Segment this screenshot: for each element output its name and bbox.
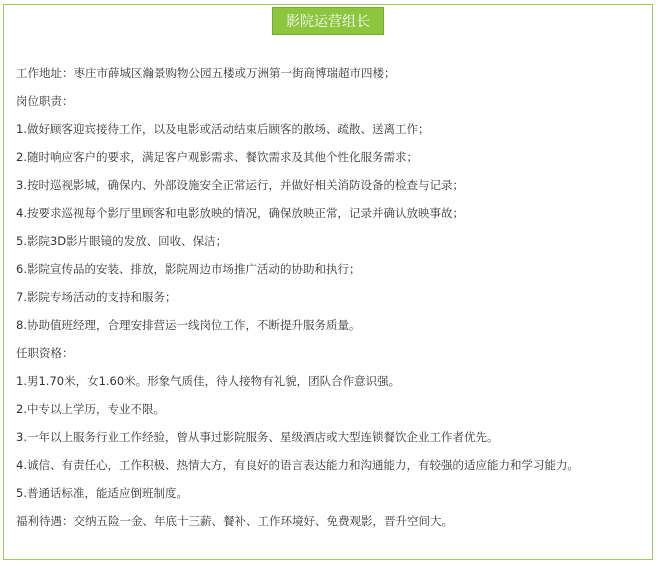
responsibility-item: 4.按要求巡视每个影厅里顾客和电影放映的情况，确保放映正常，记录并确认放映事故； [16, 206, 464, 220]
responsibility-item: 6.影院宣传品的安装、排放，影院周边市场推广活动的协助和执行； [16, 262, 361, 276]
qualification-item: 3.一年以上服务行业工作经验，曾从事过影院服务、星级酒店或大型连锁餐饮企业工作者优先。 [16, 430, 499, 444]
responsibility-item: 5.影院3D影片眼镜的发放、回收、保洁； [16, 234, 228, 248]
job-title-badge: 影院运营组长 [272, 7, 384, 35]
qualification-item: 4.诚信、有责任心，工作积极、热情大方，有良好的语言表达能力和沟通能力，有较强的适应能力和学习能力。 [16, 458, 579, 472]
qualification-item: 5.普通话标准，能适应倒班制度。 [16, 486, 188, 500]
qualifications-heading: 任职资格： [16, 346, 74, 360]
work-address-line: 工作地址：枣庄市薛城区瀚景购物公园五楼或万洲第一街商博瑞超市四楼； [16, 66, 396, 80]
responsibility-item: 3.按时巡视影城，确保内、外部设施安全正常运行，并做好相关消防设备的检查与记录； [16, 178, 464, 192]
responsibilities-heading: 岗位职责： [16, 94, 74, 108]
responsibility-item: 1.做好顾客迎宾接待工作，以及电影或活动结束后顾客的散场、疏散、送离工作； [16, 122, 430, 136]
job-description [16, 66, 646, 542]
qualification-item: 2.中专以上学历，专业不限。 [16, 402, 165, 416]
responsibility-item: 8.协助值班经理，合理安排营运一线岗位工作，不断提升服务质量。 [16, 318, 361, 332]
qualification-item: 1.男1.70米，女1.60米。形象气质佳，待人接物有礼貌，团队合作意识强。 [16, 374, 401, 388]
responsibility-item: 2.随时响应客户的要求，满足客户观影需求、餐饮需求及其他个性化服务需求； [16, 150, 418, 164]
responsibility-item: 7.影院专场活动的支持和服务； [16, 290, 177, 304]
benefits-line: 福利待遇：交纳五险一金、年底十三薪、餐补、工作环境好、免费观影，晋升空间大。 [16, 514, 453, 528]
